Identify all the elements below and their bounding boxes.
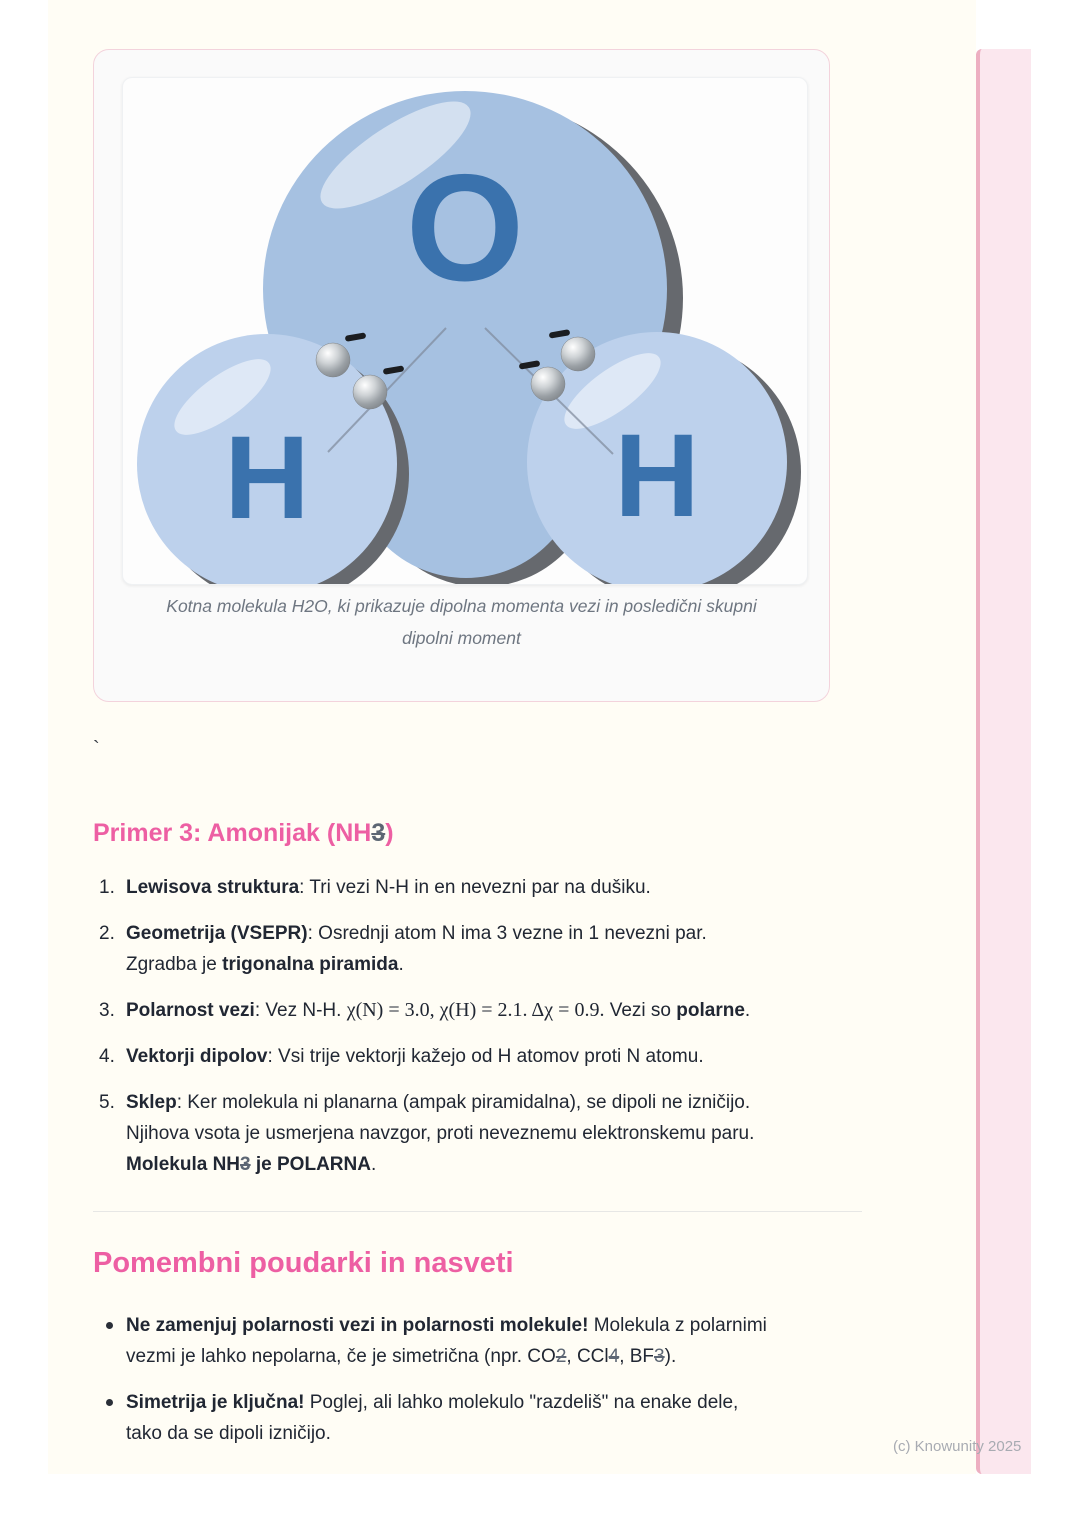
list-item [99,1041,919,1072]
item-text: . [744,1000,751,1021]
item-text: : Vsi trije vektorji kažejo od H atomov proti N atomu. [267,1046,704,1067]
footer-copyright: (c) Knowunity 2025 [893,1438,1022,1455]
item-text: : Ker molekula ni planarna (ampak piramidalna), se dipoli ne izničijo. [176,1092,751,1113]
item-lead: Sklep [126,1092,177,1113]
item-lead: Polarnost vezi [126,1000,255,1021]
figure-caption [94,590,829,654]
o-atom-label: O [405,143,525,313]
item-text: : Tri vezi N-H in en nevezni par na dušiku. [299,877,651,898]
list-number: 1. [99,877,115,898]
item-text: Molekula z polarnimi [588,1315,767,1336]
minus-dash-icon [519,360,541,370]
heading-text: Primer 3: Amonijak (NH [93,819,372,847]
item-text: ). [664,1346,677,1367]
section-heading-primer3 [93,816,394,850]
section-heading-tips: Pomembni poudarki in nasveti [93,1247,514,1279]
item-text: , BF [619,1346,655,1367]
electron-sphere [353,375,387,409]
item-lead: Lewisova struktura [126,877,300,898]
stray-backtick: ` [93,738,100,760]
figure-card [93,49,830,702]
item-text: Zgradba je [126,954,223,975]
h-right-label: H [614,410,700,542]
heading-struck-subscript: 3 [371,819,386,847]
list-number: 5. [99,1092,115,1113]
list-item [99,1310,919,1372]
molecule-image-panel [122,77,808,585]
electron-sphere [531,367,565,401]
item-text: Njihova vsota je usmerjena navzgor, proti neveznemu elektronskemu paru. [126,1123,755,1144]
struck-subscript: 2 [555,1346,567,1367]
item-bold: je POLARNA [250,1154,371,1175]
list-item [99,918,919,980]
item-bold: polarne [676,1000,745,1021]
bullet-dot-icon [106,1399,113,1406]
bullet-dot-icon [106,1322,113,1329]
item-lead: Simetrija je ključna! [126,1392,305,1413]
electronegativity-formula: χ(N) = 3.0, χ(H) = 2.1. Δχ = 0.9. [346,999,605,1021]
item-text: vezmi je lahko nepolarna, če je simetrična (npr. CO [126,1346,556,1367]
item-bold: trigonalna piramida [222,954,399,975]
list-item [99,1087,919,1180]
caption-line-1: Kotna molekula H2O, ki prikazuje dipolna momenta vezi in posledični skupni [166,596,757,616]
electron-sphere [316,343,350,377]
item-text: : Osrednji atom N ima 3 vezne in 1 nevezni par. [307,923,707,944]
item-text: Vezi so [604,1000,677,1021]
caption-line-2: dipolni moment [402,628,521,648]
item-text: , CCl [566,1346,609,1367]
list-item [99,995,919,1026]
list-number: 4. [99,1046,115,1067]
minus-dash-icon [345,332,367,342]
struck-subscript: 3 [240,1154,251,1175]
struck-subscript: 3 [654,1346,665,1367]
item-bold: Molekula NH [126,1154,241,1175]
minus-dash-icon [549,329,571,339]
next-page-edge [976,49,1031,1474]
h-left-label: H [224,412,310,544]
item-text: . [398,954,404,975]
electron-sphere [561,337,595,371]
primer3-steps-list [99,872,919,1195]
struck-subscript: 4 [608,1346,620,1367]
list-number: 2. [99,923,115,944]
item-text: : Vez N-H. [254,1000,347,1021]
item-lead: Vektorji dipolov [126,1046,268,1067]
list-item [99,872,919,903]
heading-text-end: ) [385,819,394,847]
item-lead: Geometrija (VSEPR) [126,923,308,944]
tips-bullet-list [99,1310,919,1464]
item-text: . [370,1154,377,1175]
item-text: tako da se dipoli izničijo. [126,1423,331,1444]
item-lead: Ne zamenjuj polarnosti vezi in polarnosti molekule! [126,1315,589,1336]
item-text: Poglej, ali lahko molekulo "razdeliš" na enake dele, [304,1392,739,1413]
minus-dash-icon [383,365,405,375]
list-number: 3. [99,1000,115,1021]
list-item [99,1387,919,1449]
section-divider [93,1211,862,1212]
